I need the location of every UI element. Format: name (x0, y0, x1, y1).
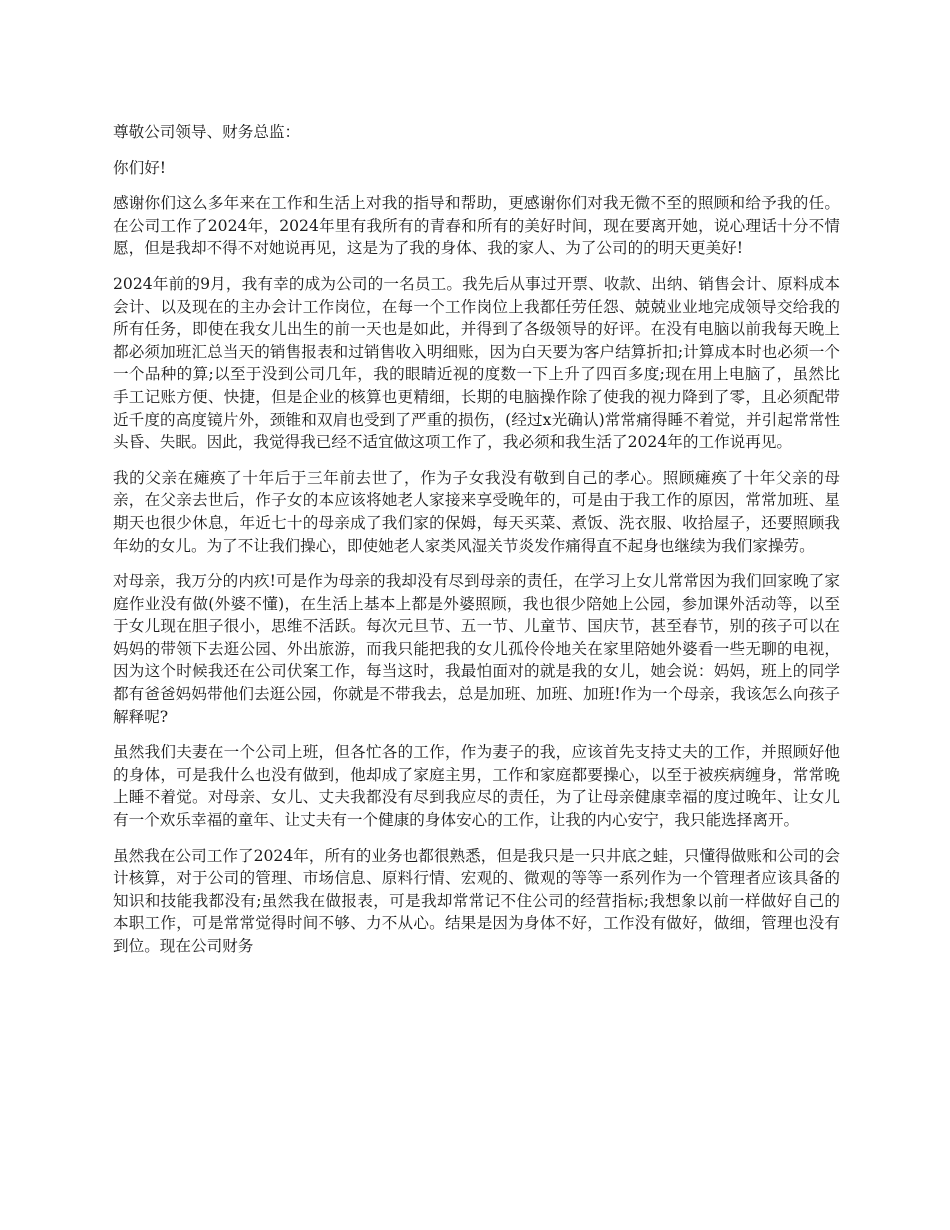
letter-paragraph: 感谢你们这么多年来在工作和生活上对我的指导和帮助，更感谢你们对我无微不至的照顾和给予我的任。在公司工作了2024年，2024年里有我所有的青春和所有的美好时间，现在要离开她，说心理话十分不情愿，但是我却不得不对她说再见，这是为了我的身体、我的家人、为了公司的的明天更美好! (113, 194, 840, 258)
letter-paragraph: 对母亲，我万分的内疚!可是作为母亲的我却没有尽到母亲的责任，在学习上女儿常常因为我们回家晚了家庭作业没有做(外婆不懂)，在生活上基本上都是外婆照顾，我也很少陪她上公园，参加课外活动等，以至于女儿现在胆子很小，思维不活跃。每次元旦节、五一节、儿童节、国庆节，甚至春节，别的孩子可以在妈妈的带领下去逛公园、外出旅游，而我只能把我的女儿孤伶伶地关在家里陪她外婆看一些无聊的电视，因为这个时候我还在公司伏案工作，每当这时，我最怕面对的就是我的女儿，她会说：妈妈，班上的同学都有爸爸妈妈带他们去逛公园，你就是不带我去，总是加班、加班、加班!作为一个母亲，我该怎么向孩子解释呢? (113, 572, 840, 726)
letter-paragraph: 2024年前的9月，我有幸的成为公司的一名员工。我先后从事过开票、收款、出纳、销售会计、原料成本会计、以及现在的主办会计工作岗位，在每一个工作岗位上我都任劳任怨、兢兢业业地完成领导交给我的所有任务，即使在我女儿出生的前一天也是如此，并得到了各级领导的好评。在没有电脑以前我每天晚上都必须加班汇总当天的销售报表和过销售收入明细账，因为白天要为客户结算折扣;计算成本时也必须一个一个品种的算;以至于没到公司几年，我的眼睛近视的度数一下上升了四百多度;现在用上电脑了，虽然比手工记账方便、快捷，但是企业的核算也更精细，长期的电脑操作除了使我的视力降到了零，且必须配带近千度的高度镜片外，颈锥和双肩也受到了严重的损伤，(经过x光确认)常常痛得睡不着觉，并引起常常性头昏、失眠。因此，我觉得我已经不适宜做这项工作了，我必须和我生活了2024年的工作说再见。 (113, 274, 840, 452)
letter-paragraph: 我的父亲在瘫痪了十年后于三年前去世了，作为子女我没有敬到自己的孝心。照顾瘫痪了十年父亲的母亲，在父亲去世后，作子女的本应该将她老人家接来享受晚年的，可是由于我工作的原因，常常加班、星期天也很少休息，年近七十的母亲成了我们家的保姆，每天买菜、煮饭、洗衣服、收拾屋子，还要照顾我年幼的女儿。为了不让我们操心，即使她老人家类风湿关节炎发作痛得直不起身也继续为我们家操劳。 (113, 468, 840, 555)
letter-body (113, 121, 840, 971)
letter-paragraph: 虽然我在公司工作了2024年，所有的业务也都很熟悉，但是我只是一只井底之蛙，只懂得做账和公司的会计核算，对于公司的管理、市场信息、原料行情、宏观的、微观的等等一系列作为一个管理者应该具备的知识和技能我都没有;虽然我在做报表，可是我却常常记不住公司的经营指标;我想象以前一样做好自己的本职工作，可是常常觉得时间不够、力不从心。结果是因为身体不好，工作没有做好，做细，管理也没有到位。现在公司财务 (113, 846, 840, 955)
letter-paragraph: 虽然我们夫妻在一个公司上班，但各忙各的工作，作为妻子的我，应该首先支持丈夫的工作，并照顾好他的身体，可是我什么也没有做到，他却成了家庭主男，工作和家庭都要操心，以至于被疾病缠身，常常晚上睡不着觉。对母亲、女儿、丈夫我都没有尽到我应尽的责任，为了让母亲健康幸福的度过晚年、让女儿有一个欢乐幸福的童年、让丈夫有一个健康的身体安心的工作，让我的内心安宁，我只能选择离开。 (113, 743, 840, 830)
letter-greeting: 你们好! (113, 158, 167, 177)
letter-salutation: 尊敬公司领导、财务总监： (113, 123, 301, 141)
